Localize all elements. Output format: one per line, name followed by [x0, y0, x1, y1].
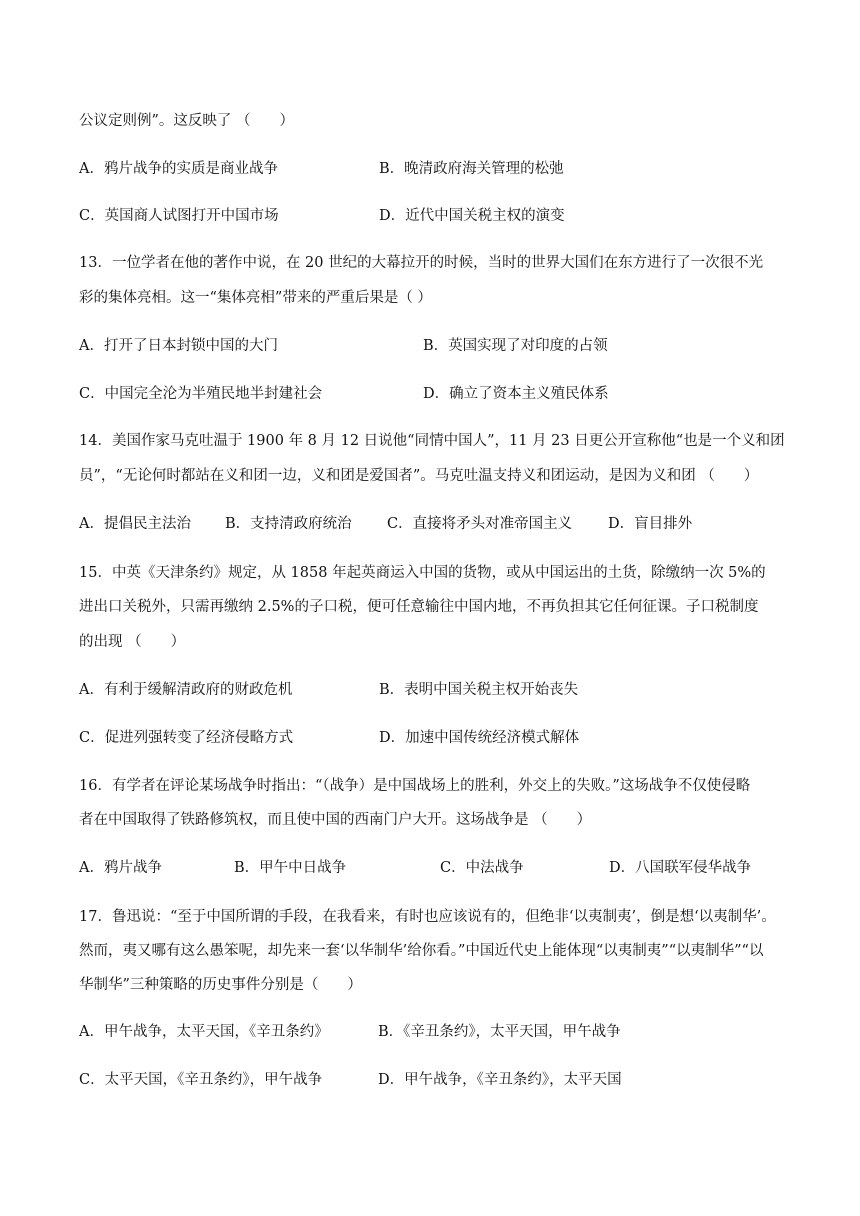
option-d[interactable]: D．八国联军侵华战争	[609, 860, 752, 876]
option-b[interactable]: B．甲午中日战争	[234, 860, 347, 876]
question-12-options-row-2	[79, 206, 800, 226]
question-17-stem-line-1: 17．鲁迅说：“至于中国所谓的手段，在我看来，有时也应该说有的，但绝非‘以夷制夷’，倒是想‘以夷制华’。	[79, 909, 776, 925]
question-16-stem-line-2: 者在中国取得了铁路修筑权，而且使中国的西南门户大开。这场战争是 （ ）	[79, 812, 592, 828]
question-13-options-row-2	[79, 384, 800, 404]
question-16-stem-line-1: 16．有学者在评论某场战争时指出：“（战争）是中国战场上的胜利，外交上的失败。”这场战争不仅使侵略	[79, 778, 751, 794]
question-15-stem-line-3: 的出现 （ ）	[79, 634, 186, 650]
question-15-options-row-1	[79, 680, 800, 700]
question-12-tail: 公议定则例”。这反映了 （ ）	[79, 113, 295, 129]
option-c[interactable]: C．太平天国，《辛丑条约》，甲午战争	[79, 1072, 323, 1088]
option-b[interactable]: B．英国实现了对印度的占领	[423, 338, 608, 354]
question-15-options-row-2	[79, 728, 800, 748]
question-12-options-row-1	[79, 159, 800, 179]
question-17-stem-line-3: 华制华”三种策略的历史事件分别是（ ）	[79, 977, 362, 993]
option-a[interactable]: A．鸦片战争	[79, 860, 162, 876]
option-b[interactable]: B．表明中国关税主权开始丧失	[379, 682, 579, 698]
question-14-stem-line-2: 员”，“无论何时都站在义和团一边，义和团是爱国者”。马克吐温支持义和团运动，是因为义和团 （ ）	[79, 468, 759, 484]
question-17-stem-line-2: 然而，夷又哪有这么愚笨呢，却先来一套‘以华制华’给你看。”中国近代史上能体现“以夷制夷”“以夷制华”“以	[79, 943, 764, 959]
question-13-stem-line-1: 13．一位学者在他的著作中说，在 20 世纪的大幕拉开的时候，当时的世界大国们在东方进行了一次很不光	[79, 255, 764, 271]
question-13-stem-line-2: 彩的集体亮相。这一“集体亮相”带来的严重后果是（ ）	[79, 290, 432, 306]
question-13-options-row-1	[79, 336, 800, 356]
question-15-stem-line-2: 进出口关税外，只需再缴纳 2.5%的子口税，便可任意输往中国内地，不再负担其它任何征课。子口税制度	[79, 599, 759, 615]
question-15-stem-line-1: 15．中英《天津条约》规定，从 1858 年起英商运入中国的货物，或从中国运出的土货，除缴纳一次 5%的	[79, 565, 766, 581]
option-c[interactable]: C．中法战争	[440, 860, 524, 876]
option-d[interactable]: D．近代中国关税主权的演变	[379, 208, 565, 224]
option-d[interactable]: D．甲午战争，《辛丑条约》，太平天国	[378, 1072, 622, 1088]
option-c[interactable]: C．中国完全沦为半殖民地半封建社会	[79, 386, 323, 402]
option-c[interactable]: C．英国商人试图打开中国市场	[79, 208, 279, 224]
option-d[interactable]: D．盲目排外	[608, 516, 693, 532]
question-17-options-row-1	[79, 1022, 800, 1042]
option-a[interactable]: A．打开了日本封锁中国的大门	[79, 338, 278, 354]
question-14-options-row	[79, 514, 800, 534]
option-a[interactable]: A．提倡民主法治	[79, 516, 191, 532]
option-b[interactable]: B．晚清政府海关管理的松弛	[379, 161, 564, 177]
option-a[interactable]: A．甲午战争，太平天国，《辛丑条约》	[79, 1024, 329, 1040]
option-b[interactable]: B．支持清政府统治	[225, 516, 352, 532]
question-16-options-row	[79, 858, 800, 878]
option-c[interactable]: C．促进列强转变了经济侵略方式	[79, 730, 294, 746]
option-d[interactable]: D．确立了资本主义殖民体系	[423, 386, 609, 402]
option-d[interactable]: D．加速中国传统经济模式解体	[379, 730, 580, 746]
question-17-options-row-2	[79, 1070, 800, 1090]
option-a[interactable]: A．鸦片战争的实质是商业战争	[79, 161, 278, 177]
option-c[interactable]: C．直接将矛头对准帝国主义	[387, 516, 573, 532]
question-14-stem-line-1: 14．美国作家马克吐温于 1900 年 8 月 12 日说他“同情中国人”，11 月 23 日更公开宣称他“也是一个义和团	[79, 433, 785, 449]
option-b[interactable]: B．《辛丑条约》，太平天国，甲午战争	[378, 1024, 621, 1040]
option-a[interactable]: A．有利于缓解清政府的财政危机	[79, 682, 293, 698]
